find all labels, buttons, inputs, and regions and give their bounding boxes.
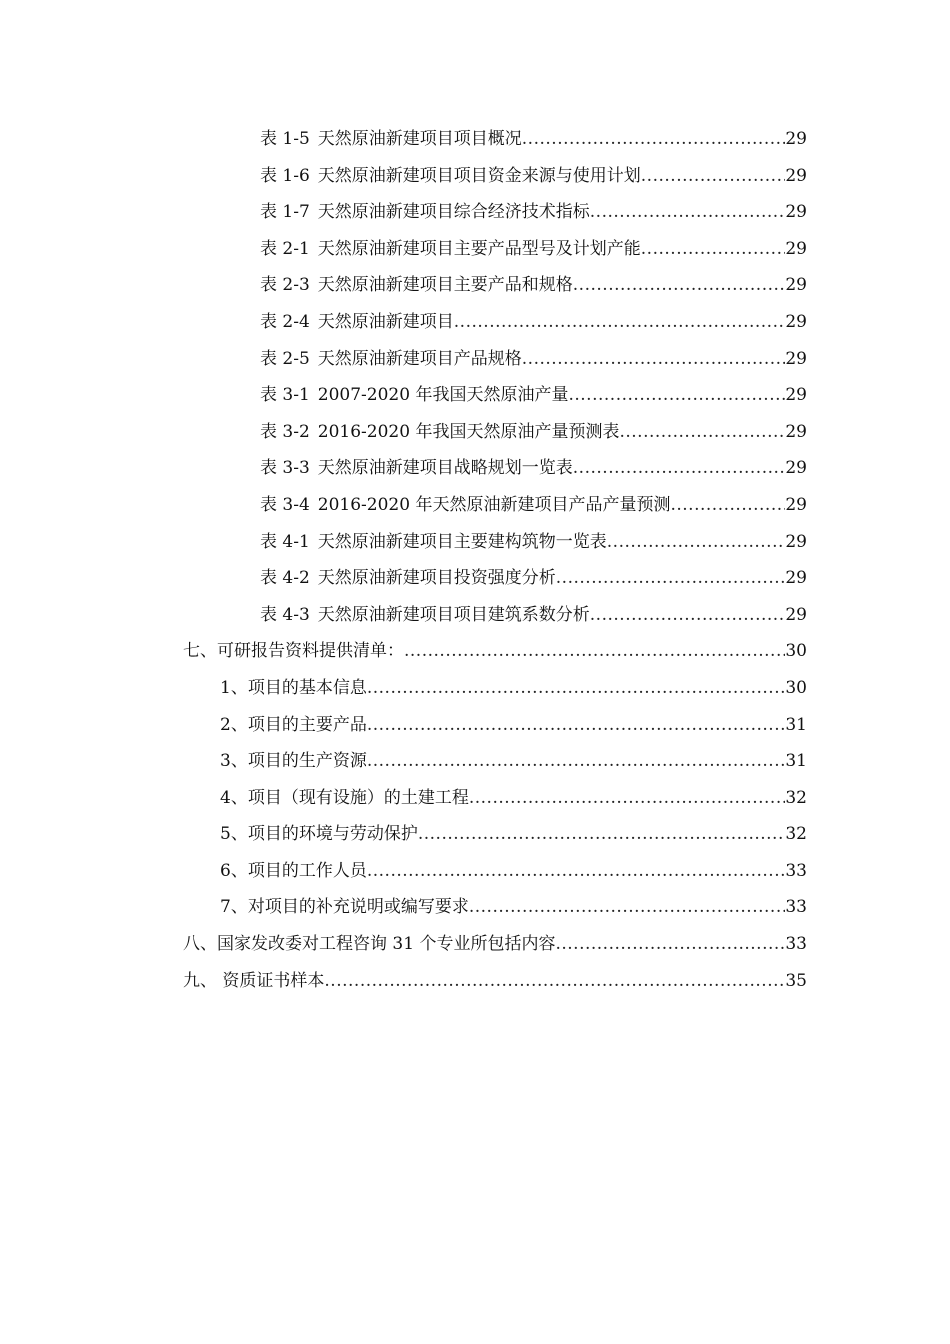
- toc-entry[interactable]: [0, 930, 950, 967]
- toc-page-number: 32: [785, 824, 807, 845]
- toc-entry-title: 2016-2020 年我国天然原油产量预测表: [317, 421, 620, 442]
- toc-entry-line: [260, 530, 807, 554]
- toc-entry[interactable]: [0, 308, 950, 345]
- toc-entry-line: [260, 310, 807, 334]
- toc-entry[interactable]: [0, 162, 950, 199]
- toc-dot-leader: [590, 200, 786, 224]
- toc-page-number: 35: [785, 970, 807, 991]
- toc-entry-title: 天然原油新建项目项目建筑系数分析: [317, 604, 590, 625]
- toc-dot-leader: [404, 639, 785, 663]
- toc-dot-leader: [418, 822, 786, 846]
- table-of-contents: [0, 125, 950, 1003]
- toc-dot-leader: [367, 676, 786, 700]
- toc-entry-label: 表 2-4: [260, 311, 310, 332]
- toc-entry-line: [220, 822, 807, 846]
- toc-dot-leader: [469, 786, 786, 810]
- toc-entry-title: 天然原油新建项目主要建构筑物一览表: [317, 531, 607, 552]
- toc-entry-title: 2016-2020 年天然原油新建项目产品产量预测: [317, 494, 671, 515]
- toc-page-number: 33: [785, 860, 807, 881]
- toc-entry[interactable]: [0, 784, 950, 821]
- toc-entry-line: [220, 895, 807, 919]
- toc-entry-title: 6、项目的工作人员: [220, 860, 367, 881]
- toc-page-number: 32: [785, 787, 807, 808]
- toc-entry-title: 天然原油新建项目综合经济技术指标: [317, 202, 590, 223]
- toc-entry[interactable]: [0, 601, 950, 638]
- toc-dot-leader: [641, 237, 786, 261]
- toc-entry-label: 表 3-2: [260, 421, 310, 442]
- toc-entry-line: [260, 273, 807, 297]
- toc-entry-label: 表 4-2: [260, 568, 310, 589]
- toc-dot-leader: [568, 383, 785, 407]
- toc-entry[interactable]: [0, 820, 950, 857]
- toc-entry-label: 表 2-3: [260, 275, 310, 296]
- toc-entry-line: [183, 969, 807, 993]
- toc-entry-label: 表 2-1: [260, 238, 310, 259]
- toc-entry-line: [260, 603, 807, 627]
- toc-page-number: 30: [785, 677, 807, 698]
- toc-dot-leader: [522, 127, 786, 151]
- toc-page-number: 29: [785, 275, 807, 296]
- toc-dot-leader: [324, 969, 785, 993]
- toc-page-number: 33: [785, 934, 807, 955]
- toc-entry-line: [260, 347, 807, 371]
- toc-entry-title: 7、对项目的补充说明或编写要求: [220, 897, 469, 918]
- toc-entry-title: 天然原油新建项目主要产品和规格: [317, 275, 573, 296]
- toc-entry-line: [220, 676, 807, 700]
- toc-entry[interactable]: [0, 564, 950, 601]
- toc-entry[interactable]: [0, 637, 950, 674]
- toc-entry-title: 2、项目的主要产品: [220, 714, 367, 735]
- toc-dot-leader: [556, 566, 786, 590]
- toc-entry-title: 天然原油新建项目投资强度分析: [317, 568, 556, 589]
- toc-dot-leader: [555, 932, 785, 956]
- toc-entry[interactable]: [0, 235, 950, 272]
- toc-page-number: 29: [785, 568, 807, 589]
- toc-entry[interactable]: [0, 747, 950, 784]
- toc-entry-line: [183, 932, 807, 956]
- toc-entry[interactable]: [0, 857, 950, 894]
- toc-entry-title: 天然原油新建项目项目资金来源与使用计划: [317, 165, 641, 186]
- toc-page-number: 29: [785, 604, 807, 625]
- toc-entry-line: [220, 749, 807, 773]
- toc-entry-title: 天然原油新建项目战略规划一览表: [317, 458, 573, 479]
- toc-entry-line: [260, 566, 807, 590]
- toc-entry-label: 表 3-4: [260, 494, 310, 515]
- toc-entry-title: 天然原油新建项目项目概况: [317, 129, 522, 149]
- toc-entry[interactable]: [0, 198, 950, 235]
- toc-dot-leader: [590, 603, 786, 627]
- toc-page-number: 29: [785, 129, 807, 149]
- toc-dot-leader: [641, 164, 786, 188]
- toc-entry-label: 表 4-3: [260, 604, 310, 625]
- toc-page-number: 29: [785, 348, 807, 369]
- toc-entry-line: [220, 859, 807, 883]
- toc-dot-leader: [573, 456, 786, 480]
- toc-entry-title: 七、可研报告资料提供清单：: [183, 641, 404, 662]
- toc-entry-title: 4、项目（现有设施）的土建工程: [220, 787, 469, 808]
- toc-entry-label: 表 2-5: [260, 348, 310, 369]
- toc-page-number: 33: [785, 897, 807, 918]
- toc-entry-line: [260, 420, 807, 444]
- toc-entry-label: 表 1-6: [260, 165, 310, 186]
- toc-entry[interactable]: [0, 418, 950, 455]
- toc-page-number: 29: [785, 531, 807, 552]
- toc-entry-title: 5、项目的环境与劳动保护: [220, 824, 418, 845]
- toc-page-number: 29: [785, 494, 807, 515]
- toc-dot-leader: [469, 895, 786, 919]
- toc-dot-leader: [367, 749, 786, 773]
- toc-entry-line: [260, 237, 807, 261]
- toc-entry[interactable]: [0, 454, 950, 491]
- toc-entry[interactable]: [0, 125, 950, 162]
- toc-entry-line: [260, 456, 807, 480]
- toc-entry[interactable]: [0, 893, 950, 930]
- toc-entry[interactable]: [0, 491, 950, 528]
- toc-dot-leader: [522, 347, 786, 371]
- toc-entry-title: 1、项目的基本信息: [220, 677, 367, 698]
- toc-entry[interactable]: [0, 967, 950, 1004]
- toc-entry[interactable]: [0, 528, 950, 565]
- toc-dot-leader: [670, 493, 785, 517]
- toc-entry[interactable]: [0, 345, 950, 382]
- toc-page-number: 29: [785, 421, 807, 442]
- toc-entry[interactable]: [0, 674, 950, 711]
- toc-entry[interactable]: [0, 711, 950, 748]
- toc-entry-line: [260, 164, 807, 188]
- toc-dot-leader: [573, 273, 786, 297]
- toc-entry-title: 天然原油新建项目主要产品型号及计划产能: [317, 238, 641, 259]
- toc-entry-line: [260, 127, 807, 151]
- toc-page-number: 31: [785, 751, 807, 772]
- toc-entry[interactable]: [0, 271, 950, 308]
- toc-entry-line: [260, 200, 807, 224]
- toc-page-number: 29: [785, 238, 807, 259]
- toc-dot-leader: [607, 530, 786, 554]
- toc-entry-title: 九、 资质证书样本: [183, 970, 325, 991]
- toc-entry-label: 表 3-3: [260, 458, 310, 479]
- toc-page-number: 29: [785, 385, 807, 406]
- toc-entry-title: 天然原油新建项目产品规格: [317, 348, 522, 369]
- toc-dot-leader: [619, 420, 785, 444]
- toc-entry-line: [260, 383, 807, 407]
- toc-page-number: 29: [785, 165, 807, 186]
- toc-dot-leader: [454, 310, 786, 334]
- toc-entry-line: [183, 639, 807, 663]
- toc-entry-label: 表 1-7: [260, 202, 310, 223]
- toc-page-number: 29: [785, 311, 807, 332]
- toc-entry[interactable]: [0, 381, 950, 418]
- toc-entry-label: 表 3-1: [260, 385, 310, 406]
- toc-entry-line: [220, 786, 807, 810]
- toc-dot-leader: [367, 859, 786, 883]
- toc-entry-title: 2007-2020 年我国天然原油产量: [317, 385, 569, 406]
- toc-entry-label: 表 1-5: [260, 129, 310, 149]
- toc-page-number: 30: [785, 641, 807, 662]
- toc-entry-label: 表 4-1: [260, 531, 310, 552]
- toc-page-number: 29: [785, 202, 807, 223]
- toc-page-number: 29: [785, 458, 807, 479]
- toc-entry-line: [260, 493, 807, 517]
- toc-entry-title: 天然原油新建项目: [317, 311, 454, 332]
- toc-entry-title: 3、项目的生产资源: [220, 751, 367, 772]
- toc-entry-line: [220, 713, 807, 737]
- toc-dot-leader: [367, 713, 786, 737]
- toc-page-number: 31: [785, 714, 807, 735]
- toc-entry-title: 八、国家发改委对工程咨询 31 个专业所包括内容: [183, 934, 556, 955]
